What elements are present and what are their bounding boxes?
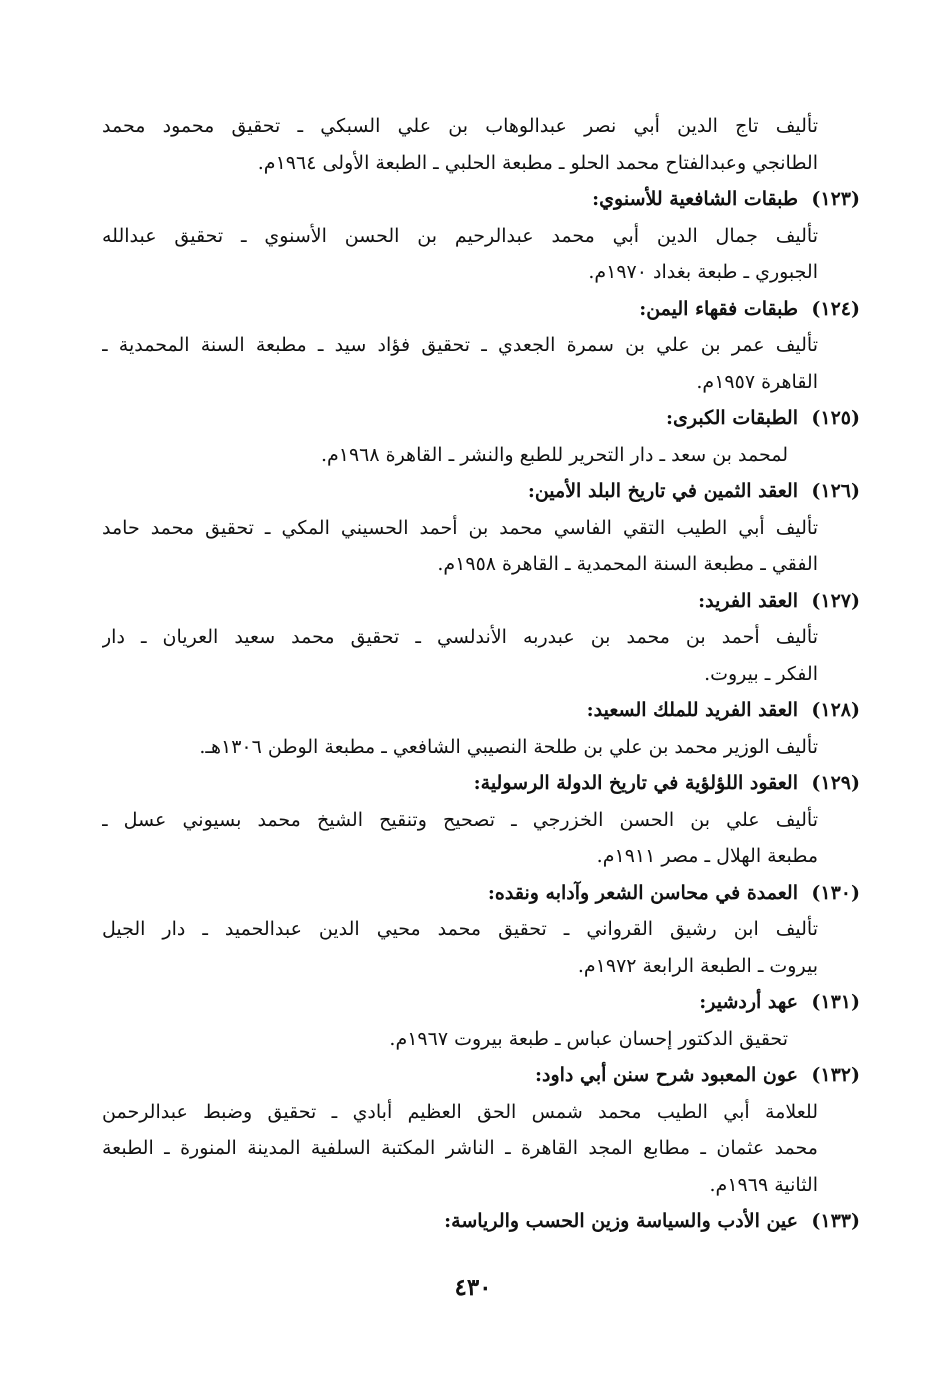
entry-title: العقد الفريد: xyxy=(698,589,798,612)
entry-number: (١٣٣) xyxy=(811,1210,860,1232)
bibliography-entry-123 xyxy=(102,181,860,291)
entry-title: الطبقات الكبرى: xyxy=(666,407,798,429)
entry-detail-line: تأليف تاج الدين أبي نصر عبدالوهاب بن علي السبكي ـ تحقيق محمود محمد xyxy=(102,115,818,137)
entry-title: عون المعبود شرح سنن أبي داود: xyxy=(535,1064,798,1086)
entry-number: (١٢٤) xyxy=(811,297,860,320)
entry-title: العقد الفريد للملك السعيد: xyxy=(586,699,798,721)
bibliography-list xyxy=(102,108,860,1240)
bibliography-entry-127 xyxy=(102,583,860,693)
entry-heading xyxy=(102,583,860,620)
entry-detail-line: الطانجي وعبدالفتاح محمد الحلو ـ مطبعة الحلبي ـ الطبعة الأولى ١٩٦٤م. xyxy=(257,151,818,174)
entry-detail-line: تأليف ابن رشيق القرواني ـ تحقيق محمد محيي الدين عبدالحميد ـ دار الجيل xyxy=(102,918,818,940)
entry-detail-line: تحقيق الدكتور إحسان عباس ـ طبعة بيروت ١٩٦٧م. xyxy=(389,1027,788,1050)
entry-heading xyxy=(102,400,860,437)
entry-number: (١٢٩) xyxy=(811,772,860,794)
entry-detail-line: تأليف عمر بن علي بن سمرة الجعدي ـ تحقيق فؤاد سيد ـ مطبعة السنة المحمدية ـ xyxy=(102,334,818,356)
bibliography-entry-131 xyxy=(102,984,860,1057)
bibliography-entry-133 xyxy=(102,1203,860,1240)
entry-detail-line: لمحمد بن سعد ـ دار التحرير للطبع والنشر ـ القاهرة ١٩٦٨م. xyxy=(320,443,788,466)
bibliography-entry-128 xyxy=(102,692,860,765)
continuation-entry xyxy=(102,108,818,181)
entry-detail-line: مطبعة الهلال ـ مصر ١٩١١م. xyxy=(596,845,818,867)
entry-title: العقود اللؤلؤية في تاريخ الدولة الرسولية: xyxy=(473,772,798,794)
entry-detail-line: تأليف الوزير محمد بن علي بن طلحة النصيبي الشافعي ـ مطبعة الوطن ١٣٠٦هـ. xyxy=(199,735,818,758)
entry-heading xyxy=(102,473,860,510)
entry-number: (١٣١) xyxy=(811,991,860,1013)
entry-heading xyxy=(102,692,860,729)
bibliography-entry-124 xyxy=(102,291,860,401)
entry-detail-line: بيروت ـ الطبعة الرابعة ١٩٧٢م. xyxy=(577,954,818,977)
entry-detail-line: الجبوري ـ طبعة بغداد ١٩٧٠م. xyxy=(588,261,818,283)
entry-title: العمدة في محاسن الشعر وآدابه ونقده: xyxy=(487,881,798,904)
entry-detail-line: تأليف أبي الطيب التقي الفاسي محمد بن أحمد الحسيني المكي ـ تحقيق محمد حامد xyxy=(102,516,818,539)
entry-title: طبقات فقهاء اليمن: xyxy=(639,297,798,320)
entry-heading xyxy=(102,765,860,802)
entry-number: (١٢٨) xyxy=(811,699,860,721)
entry-heading xyxy=(102,875,860,912)
entry-number: (١٢٦) xyxy=(811,480,860,502)
entry-detail-line: محمد عثمان ـ مطابع المجد القاهرة ـ الناشر المكتبة السلفية المدينة المنورة ـ الطبعة xyxy=(102,1137,818,1159)
entry-detail-line: الفقي ـ مطبعة السنة المحمدية ـ القاهرة ١٩٥٨م. xyxy=(437,553,818,575)
entry-heading xyxy=(102,984,860,1021)
entry-detail-line: للعلامة أبي الطيب محمد شمس الحق العظيم أبادي ـ تحقيق وضبط عبدالرحمن xyxy=(102,1100,818,1123)
entry-heading xyxy=(102,1203,860,1240)
entry-number: (١٢٥) xyxy=(811,407,860,429)
entry-heading xyxy=(102,291,860,328)
page-number: ٤٣٠ xyxy=(454,1274,492,1301)
entry-detail-line: تأليف علي بن الحسن الخزرجي ـ تصحيح وتنقيح الشيخ محمد بسيوني عسل ـ xyxy=(102,808,818,831)
bibliography-entry-130 xyxy=(102,875,860,985)
entry-detail-line: الثانية ١٩٦٩م. xyxy=(709,1173,818,1196)
bibliography-entry-132 xyxy=(102,1057,860,1203)
entry-title: عهد أردشير: xyxy=(699,991,798,1013)
entry-detail-line: القاهرة ١٩٥٧م. xyxy=(696,370,818,393)
entry-number: (١٢٧) xyxy=(811,589,860,612)
bibliography-entry-125 xyxy=(102,400,860,473)
entry-detail-line: الفكر ـ بيروت. xyxy=(704,662,818,685)
entry-detail-line: تأليف جمال الدين أبي محمد عبدالرحيم بن الحسن الأسنوي ـ تحقيق عبدالله xyxy=(102,224,818,247)
entry-number: (١٣٠) xyxy=(811,881,860,904)
bibliography-entry-129 xyxy=(102,765,860,875)
entry-title: طبقات الشافعية للأسنوي: xyxy=(592,188,798,210)
bibliography-entry-126 xyxy=(102,473,860,583)
entry-title: العقد الثمين في تاريخ البلد الأمين: xyxy=(527,480,798,502)
entry-heading xyxy=(102,1057,860,1094)
entry-number: (١٢٣) xyxy=(811,188,860,210)
entry-heading xyxy=(102,181,860,218)
entry-title: عين الأدب والسياسة وزين الحسب والرياسة: xyxy=(444,1210,798,1232)
entry-number: (١٣٢) xyxy=(811,1064,860,1086)
entry-detail-line: تأليف أحمد بن محمد بن عبدربه الأندلسي ـ تحقيق محمد سعيد العريان ـ دار xyxy=(102,626,818,648)
